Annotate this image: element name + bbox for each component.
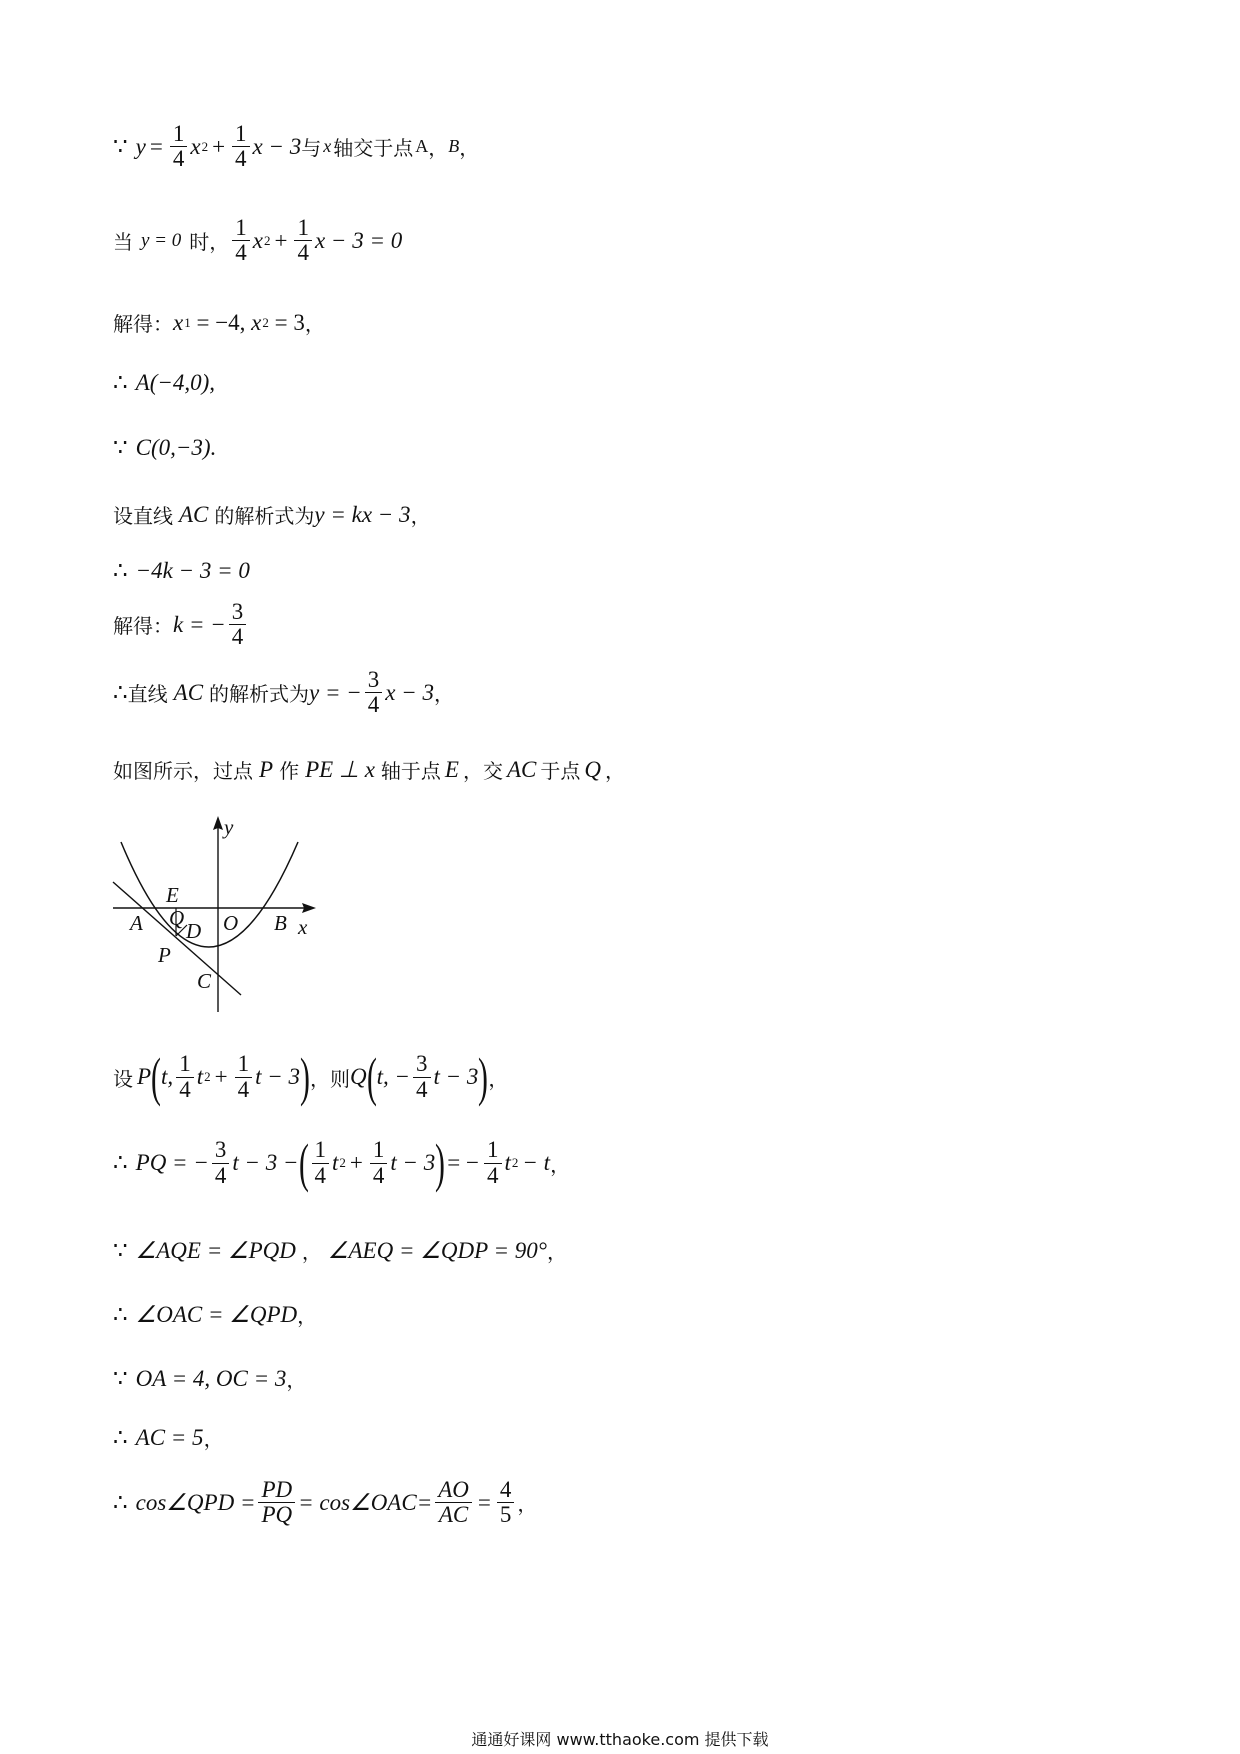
fraction: $\frac{3}{4}$ xyxy=(212,1138,230,1187)
label-y: y xyxy=(224,815,234,839)
line-1: ∵ y = $\frac{1}{4}$ x 2 + $\frac{1}{4}$ x − 3 与 x 轴交于点 A ， B ， xyxy=(113,121,480,172)
footer-source: 通通好课网 www.tthaoke.com 提供下载 xyxy=(471,1730,769,1749)
line-17: ∴ cos∠QPD = $\frac{PD}{PQ}$ = cos∠OAC= $\frac{AO}{AC}$ = $\frac{4}{5}$ ， xyxy=(113,1477,538,1528)
line-6: 设直线 AC 的解析式为 y = kx − 3 ， xyxy=(113,501,431,528)
line-14: ∴ ∠OAC = ∠QPD ， xyxy=(113,1301,318,1328)
fraction: $\frac{1}{4}$ xyxy=(232,122,250,171)
fraction: $\frac{3}{4}$ xyxy=(365,668,383,717)
line-12: ∴ PQ = − $\frac{3}{4}$ t − 3 − ( $\frac{1}{4}$ t 2 + $\frac{1}{4}$ t − 3 ) = − $\frac{1}{4}$ t 2 − t ， xyxy=(113,1133,571,1193)
fraction: $\frac{1}{4}$ xyxy=(235,1052,253,1101)
because-symbol: ∵ xyxy=(113,133,128,159)
fraction: $\frac{1}{4}$ xyxy=(176,1052,194,1101)
label-a: A xyxy=(130,911,143,935)
label-e: E xyxy=(166,883,179,907)
line-15: ∵ OA = 4, OC = 3 ， xyxy=(113,1365,307,1392)
fraction: $\frac{1}{4}$ xyxy=(484,1138,502,1187)
parabola-figure xyxy=(108,812,328,1012)
y-axis-arrow xyxy=(213,816,223,830)
fraction: $\frac{AO}{AC}$ xyxy=(435,1478,472,1527)
line-7: ∴ −4k − 3 = 0 xyxy=(113,558,250,583)
label-p: P xyxy=(158,943,171,967)
label-b: B xyxy=(274,911,287,935)
fraction: $\frac{PD}{PQ}$ xyxy=(258,1478,295,1527)
fraction: $\frac{1}{4}$ xyxy=(232,216,250,265)
label-d: D xyxy=(186,919,202,943)
label-c: C xyxy=(197,969,212,993)
label-o: O xyxy=(223,911,239,935)
line-2: 当 y = 0 时， $\frac{1}{4}$ x 2 + $\frac{1}{4}$ x − 3 = 0 xyxy=(113,215,403,266)
fraction: $\frac{1}{4}$ xyxy=(370,1138,388,1187)
line-8: 解得： k = − $\frac{3}{4}$ xyxy=(113,600,249,649)
label-x: x xyxy=(298,915,308,939)
line-16: ∴ AC = 5 ， xyxy=(113,1424,224,1451)
line-9: ∴ 直线 AC 的解析式为 y = − $\frac{3}{4}$ x − 3 ， xyxy=(113,667,455,718)
fraction: $\frac{1}{4}$ xyxy=(170,122,188,171)
x-axis-arrow xyxy=(302,903,316,913)
fraction: $\frac{1}{4}$ xyxy=(294,216,312,265)
fraction: $\frac{3}{4}$ xyxy=(229,600,247,649)
line-13: ∵ ∠AQE = ∠PQD ， ∠AEQ = ∠QDP = 90° ， xyxy=(113,1237,567,1264)
fraction: $\frac{3}{4}$ xyxy=(413,1052,431,1101)
fraction: $\frac{4}{5}$ xyxy=(497,1478,515,1527)
label-q: Q xyxy=(169,906,185,930)
line-3: 解得： x 1 = −4, x 2 = 3 ， xyxy=(113,309,325,336)
line-5: ∵ C(0,−3). xyxy=(113,435,217,460)
line-4: ∴ A(−4,0), xyxy=(113,370,216,395)
line-10: 如图所示，过点 P 作 PE ⊥ x 轴于点 E ，交 AC 于点 Q ， xyxy=(113,756,625,783)
fraction: $\frac{1}{4}$ xyxy=(312,1138,330,1187)
parabola-curve xyxy=(121,842,298,947)
line-11: 设 P ( t, $\frac{1}{4}$ t 2 + $\frac{1}{4}$ t − 3 ) ，则 Q ( t, − $\frac{3}{4}$ t − 3 ) ， xyxy=(113,1047,509,1107)
